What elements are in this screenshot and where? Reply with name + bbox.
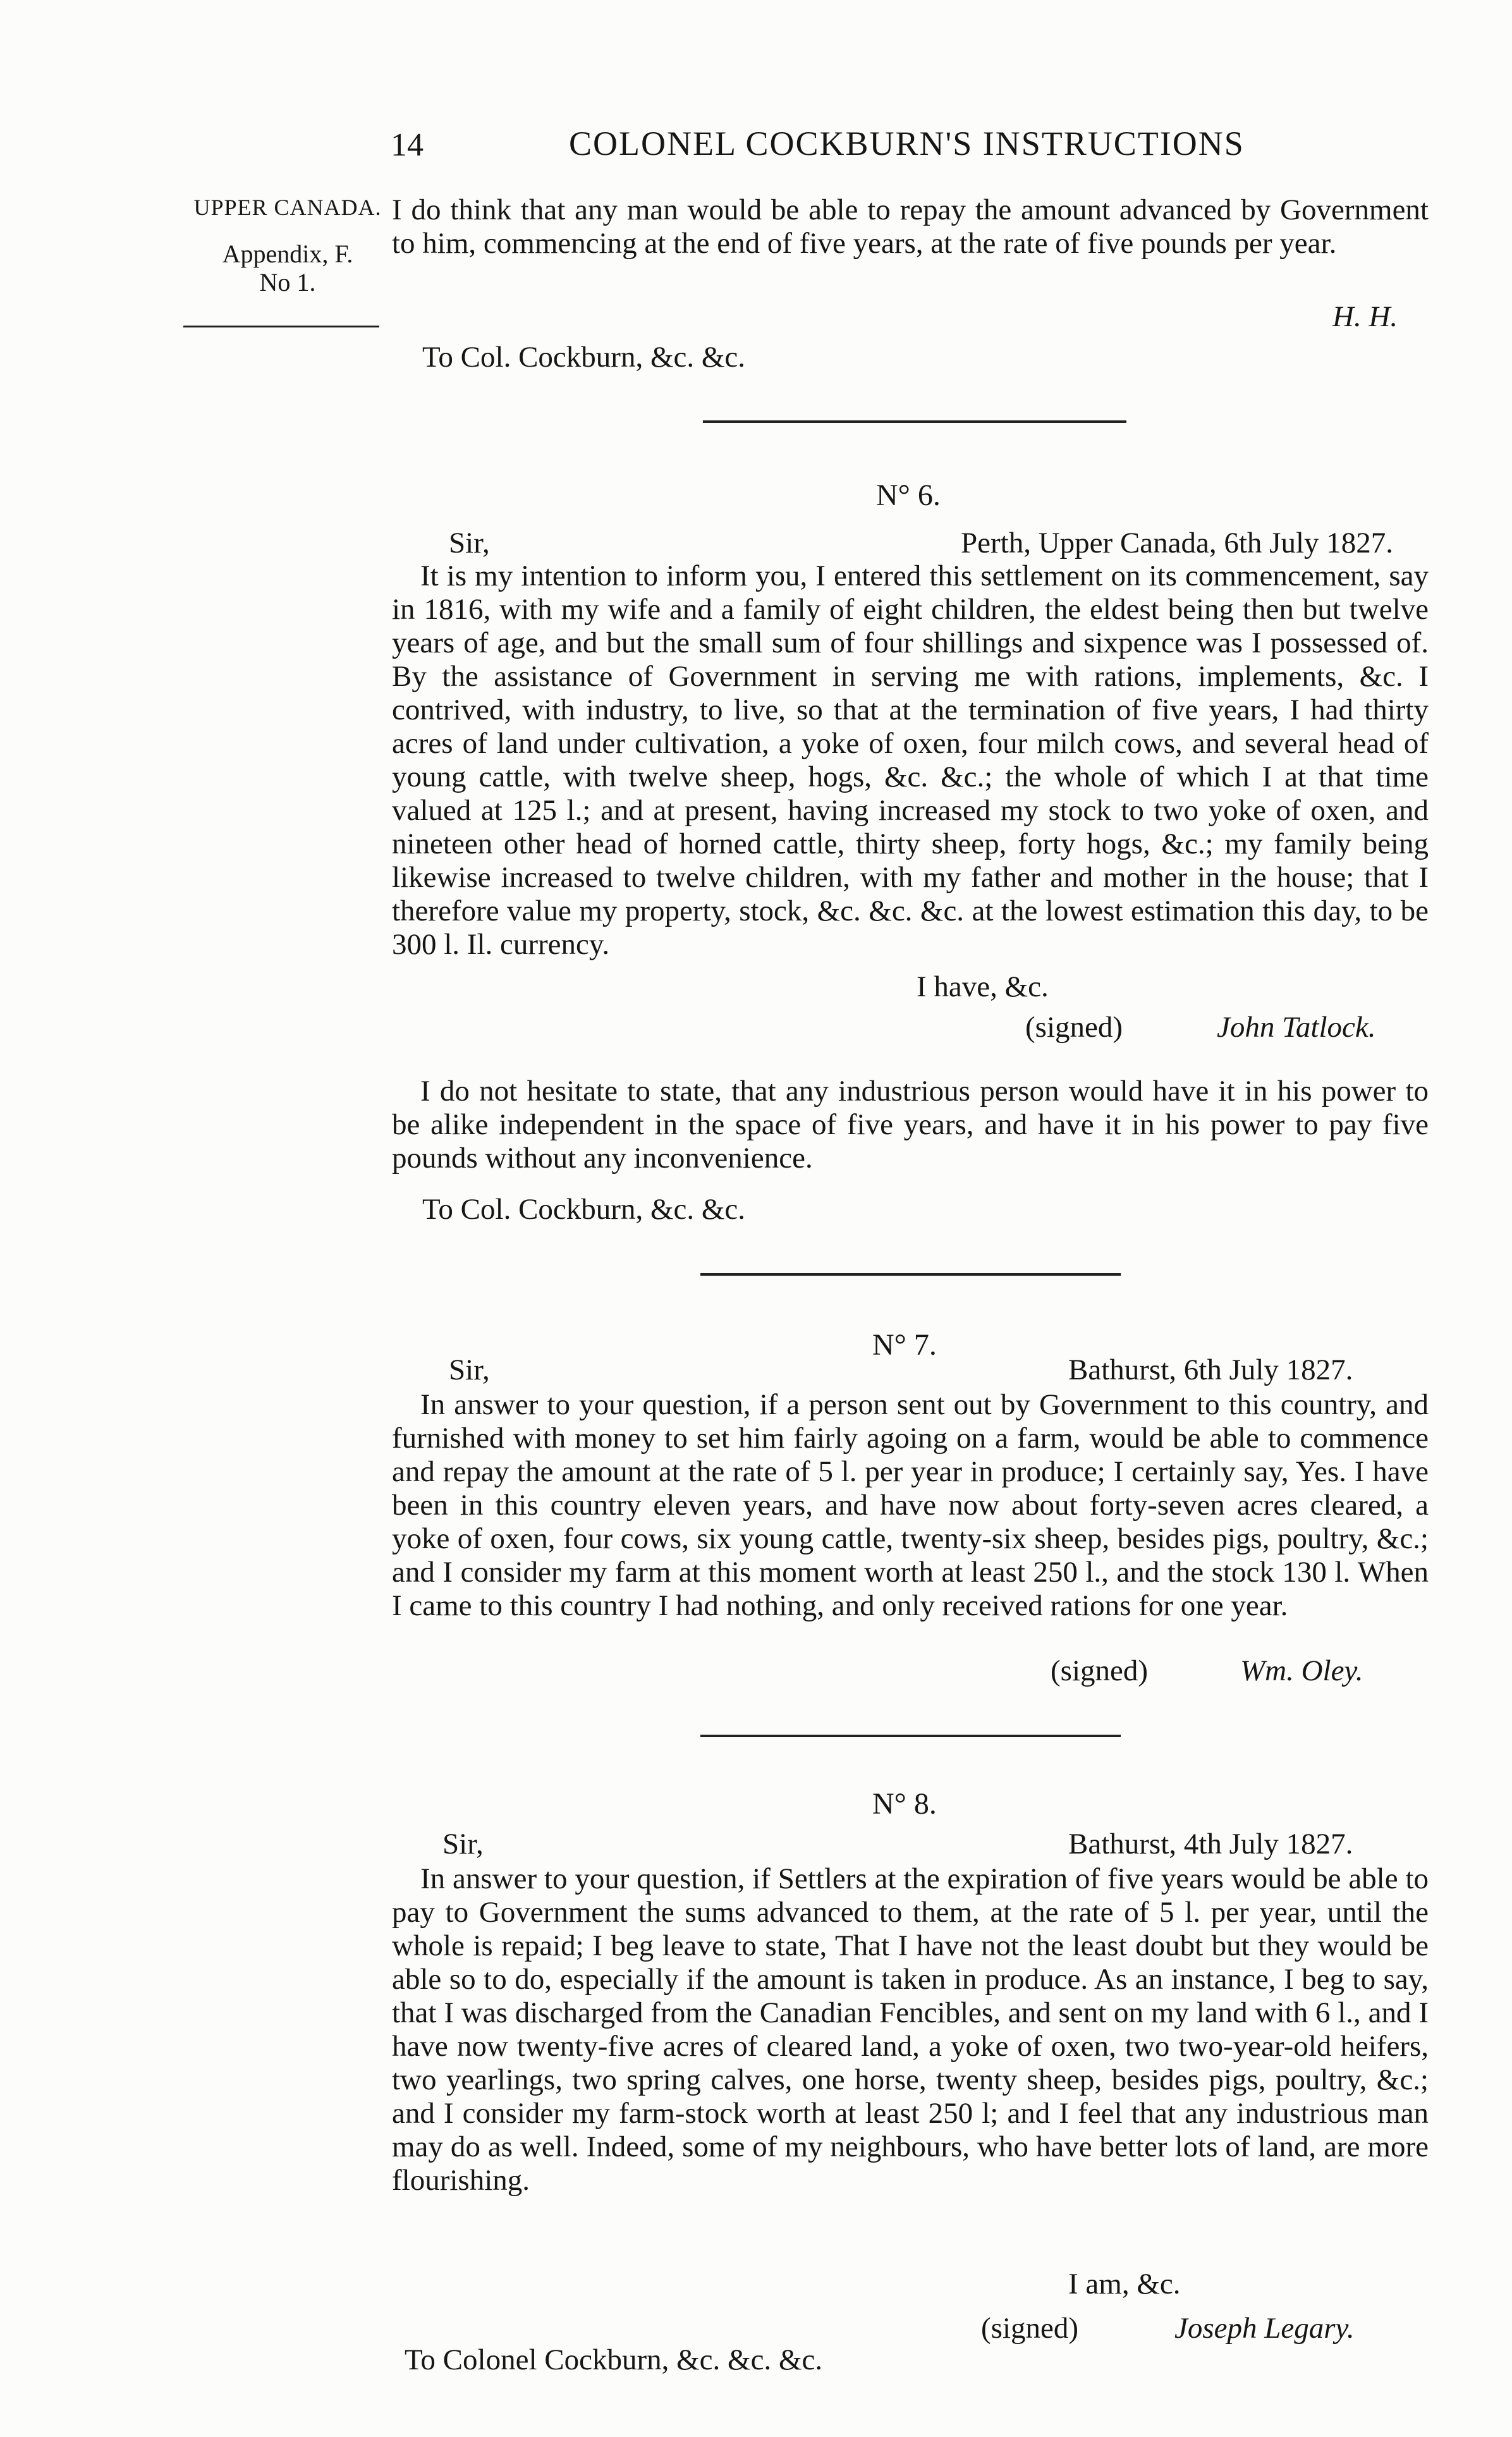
letter-6-signed: (signed) <box>1025 1011 1123 1044</box>
letter-6-place-date: Perth, Upper Canada, 6th July 1827. <box>961 527 1394 559</box>
letter-7-number: N° 7. <box>872 1328 937 1362</box>
section-divider <box>703 420 1126 423</box>
letter-6-signature: John Tatlock. <box>1217 1011 1376 1044</box>
running-title: COLONEL COCKBURN'S INSTRUCTIONS <box>569 125 1245 162</box>
letter-6-postscript: I do not hesitate to state, that any industrious person would have it in his power to be alike independent in the space of five years, and have it in his power to pay five pounds without any inconvenience. <box>392 1075 1429 1175</box>
margin-number: No 1. <box>259 267 316 296</box>
letter-6-number: N° 6. <box>876 479 941 512</box>
letter-8-body: In answer to your question, if Settlers at the expiration of five years would be able to pay to Government the sums advanced to them, at the rate of 5 l. per year, until the whole is repaid; I beg leave to state, That I have not the least doubt but they would be able so to do, especially if the amount is taken in produce. As an instance, I beg to say, that I was discharged from the Canadian Fencibles, and sent on my land with 6 l., and I have now twenty-five acres of cleared land, a yoke of oxen, two two-year-old heifers, two yearlings, two spring calves, one horse, twenty sheep, besides pigs, poultry, &c.; and I consider my farm-stock worth at least 250 l; and I feel that any industrious man may do as well. Indeed, some of my neighbours, who have better lots of land, are more flourishing. <box>392 1862 1429 2197</box>
letter-7-place-date: Bathurst, 6th July 1827. <box>1068 1353 1353 1386</box>
letter-8-address: To Colonel Cockburn, &c. &c. &c. <box>405 2343 823 2376</box>
letter-8-signed: (signed) <box>981 2312 1079 2345</box>
letter-6-body: It is my intention to inform you, I entered this settlement on its commencement, say in 1816, with my wife and a family of eight children, the eldest being then but twelve years of age, and but the small sum of four shillings and sixpence was I possessed of. By the assistance of Government in serving me with rations, implements, &c. I contrived, with industry, to live, so that at the termination of five years, I had thirty acres of land under cultivation, a yoke of oxen, four milch cows, and several head of young cattle, with twelve sheep, hogs, &c. &c.; the whole of which I at that time valued at 125 l.; and at present, having increased my stock to two yoke of oxen, and nineteen other head of horned cattle, thirty sheep, forty hogs, &c.; my family being likewise increased to twelve children, with my father and mother in the house; that I therefore value my property, stock, &c. &c. &c. at the lowest estimation this day, to be 300 l. Il. currency. <box>392 559 1429 961</box>
letter-6-closing: I have, &c. <box>917 970 1049 1003</box>
letter-6-salutation: Sir, <box>449 527 490 559</box>
margin-region: UPPER CANADA. <box>193 195 382 220</box>
letter-7-salutation: Sir, <box>449 1353 490 1386</box>
letter-8-salutation: Sir, <box>442 1828 484 1860</box>
letter-7-signature: Wm. Oley. <box>1240 1654 1363 1687</box>
letter-6-address: To Col. Cockburn, &c. &c. <box>422 1193 746 1226</box>
section-divider <box>700 1273 1121 1276</box>
page-number: 14 <box>391 127 424 163</box>
previous-letter-initials: H. H. <box>1332 300 1398 333</box>
margin-divider <box>183 326 379 327</box>
letter-8-number: N° 8. <box>872 1787 937 1821</box>
letter-8-closing: I am, &c. <box>1068 2268 1181 2300</box>
margin-appendix: Appendix, F. <box>222 240 353 268</box>
margin-appendix-ref <box>183 240 392 297</box>
previous-letter-address: To Col. Cockburn, &c. &c. <box>422 341 746 374</box>
letter-8-signature: Joseph Legary. <box>1174 2312 1355 2345</box>
letter-7-signed: (signed) <box>1051 1654 1149 1687</box>
section-divider <box>700 1735 1121 1737</box>
previous-letter-body: I do think that any man would be able to repay the amount advanced by Government to him, commencing at the end of five years, at the rate of five pounds per year. <box>392 193 1429 260</box>
letter-7-body: In answer to your question, if a person sent out by Government to this country, and furnished with money to set him fairly agoing on a farm, would be able to commence and repay the amount at the rate of 5 l. per year in produce; I certainly say, Yes. I have been in this country eleven years, and have now about forty-seven acres cleared, a yoke of oxen, four cows, six young cattle, twenty-six sheep, besides pigs, poultry, &c.; and I consider my farm at this moment worth at least 250 l., and the stock 130 l. When I came to this country I had nothing, and only received rations for one year. <box>392 1388 1429 1622</box>
letter-8-place-date: Bathurst, 4th July 1827. <box>1068 1828 1353 1860</box>
